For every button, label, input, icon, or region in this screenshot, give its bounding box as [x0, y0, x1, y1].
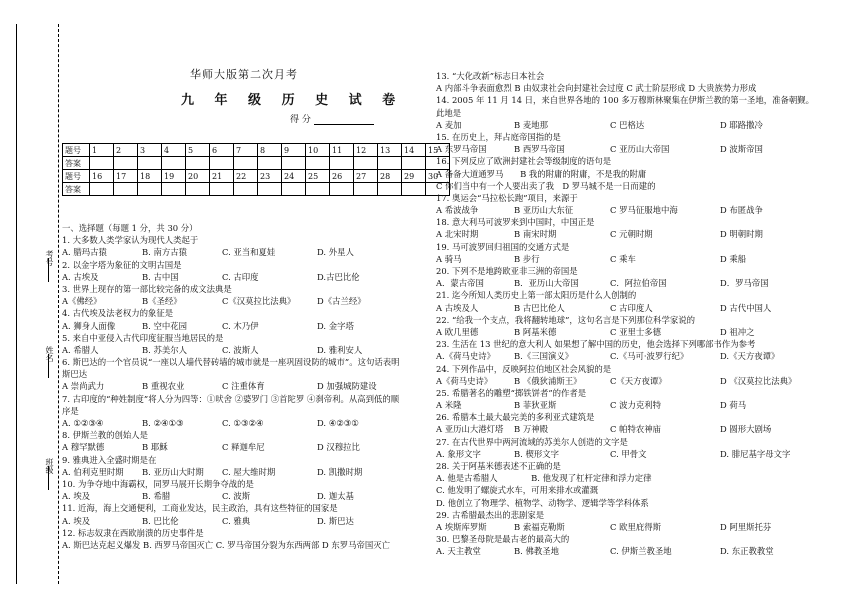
answer-cell[interactable] — [354, 183, 378, 196]
question-line: 序是 — [62, 405, 79, 416]
question-line: 26. 希腊本土最大最完美的多利亚式建筑是 — [436, 412, 595, 423]
exam-title: 华师大版第二次月考 — [190, 68, 298, 81]
answer-option: D.古巴比伦 — [317, 271, 360, 282]
answer-option: C 巴格达 — [610, 119, 645, 130]
question-line: 28. 关于阿基米德表述不正确的是 — [436, 461, 561, 471]
table-cell: 7 — [234, 144, 258, 157]
answer-option: A．蒙古帝国 — [436, 278, 484, 289]
answer-cell[interactable] — [114, 183, 138, 196]
answer-option: B. 佛教圣地 — [514, 546, 559, 557]
option-row — [62, 320, 432, 332]
answer-option: C.《马可·波罗行纪》 — [610, 351, 689, 362]
answer-option: D. 金字塔 — [317, 320, 354, 331]
table-header-cell: 题号 — [63, 170, 90, 183]
answer-option: A. ①②③④ — [62, 418, 104, 428]
question-line: A. 斯巴达克起义爆发 B. 西罗马帝国灭亡 C. 罗马帝国分裂为东西两部 D 东罗马帝国灭亡 — [62, 539, 391, 550]
answer-option: C 元朝时期 — [610, 229, 653, 240]
answer-option: D 加强城防建设 — [317, 381, 377, 392]
table-cell: 17 — [114, 170, 138, 183]
answer-option: A《佛经》 — [62, 296, 102, 307]
answer-option: B 重视农业 — [142, 381, 185, 392]
table-cell: 26 — [330, 170, 354, 183]
answer-option: A. 埃及 — [62, 515, 91, 526]
answer-option: C. 木乃伊 — [222, 320, 259, 331]
answer-option: D.《天方夜谭》 — [720, 351, 780, 362]
answer-option: C．阿拉伯帝国 — [610, 278, 667, 289]
option-row — [62, 466, 432, 478]
answer-option: C《天方夜谭》 — [610, 375, 667, 386]
class-label: 班级 — [45, 458, 54, 474]
answer-option: B 索福克勒斯 — [514, 521, 565, 532]
option-row — [62, 271, 432, 283]
table-row — [63, 144, 450, 157]
answer-cell[interactable] — [402, 183, 426, 196]
score-label: 得 分 — [290, 115, 311, 125]
answer-option: D 古代中国人 — [720, 302, 772, 313]
answer-option: B 《俄狄浦斯王》 — [514, 375, 582, 386]
answer-option: D 明朝时期 — [720, 229, 763, 240]
answer-cell[interactable] — [330, 157, 354, 170]
answer-option: B. 楔形文字 — [514, 448, 559, 459]
option-row — [436, 119, 851, 131]
answer-cell[interactable] — [354, 157, 378, 170]
answer-option: B 南宋时期 — [514, 229, 557, 240]
answer-option: C 亚历山大帝国 — [610, 144, 670, 155]
question-line: 4. 古代埃及法老权力的象征是 — [62, 308, 174, 319]
answer-cell[interactable] — [402, 157, 426, 170]
answer-option: A 欧几里德 — [436, 326, 479, 337]
table-cell: 8 — [258, 144, 282, 157]
question-line: 24. 下列作品中，反映阿拉伯地区社会风貌的是 — [436, 363, 612, 374]
question-line: 7. 古印度的“种姓制度”将人分为四等：①吠舍 ②婆罗门 ③首陀罗 ④刹帝利。从高到低的顺 — [62, 393, 400, 404]
question-line: 2. 以金字塔为象征的文明古国是 — [62, 259, 182, 270]
questions-right-column — [436, 70, 851, 558]
exam-subtitle: 九 年 级 历 史 试 卷 — [181, 93, 404, 108]
question-line: 8. 伊斯兰教的创始人是 — [62, 430, 149, 441]
answer-option: D 圆形大剧场 — [720, 424, 772, 435]
question-line: 15. 在历史上，拜占庭帝国指的是 — [436, 131, 561, 142]
answer-option: A《荷马史诗》 — [436, 375, 493, 386]
answer-option: B 亚历山大东征 — [514, 205, 574, 216]
answer-option: A 北宋时期 — [436, 229, 479, 240]
answer-option: D. 斯巴达 — [317, 515, 354, 526]
answer-option: C 亚里士多德 — [610, 326, 661, 337]
answer-cell[interactable] — [210, 157, 234, 170]
answer-table — [62, 143, 450, 196]
option-row — [62, 441, 432, 453]
table-row — [63, 183, 450, 196]
answer-option: C 释迦牟尼 — [222, 442, 265, 453]
answer-option: B 万神殿 — [514, 424, 548, 435]
question-line: 10. 为争夺地中海霸权，同罗马展开长期争夺战的是 — [62, 478, 254, 489]
answer-option: A 希波战争 — [436, 205, 479, 216]
answer-option: B. 亚历山大时期 — [142, 466, 204, 477]
option-row — [62, 246, 432, 258]
option-row — [436, 277, 851, 289]
table-cell: 18 — [138, 170, 162, 183]
answer-option: D. 东正教教堂 — [720, 546, 774, 557]
answer-option: C 注重体育 — [222, 381, 265, 392]
option-row — [436, 143, 851, 155]
answer-option: D. ④②③① — [317, 418, 359, 428]
table-cell: 10 — [306, 144, 330, 157]
answer-option: B. 空中花园 — [142, 320, 187, 331]
answer-option: A 米隆 — [436, 400, 462, 411]
option-row — [436, 302, 851, 314]
table-cell: 27 — [354, 170, 378, 183]
answer-option: D．罗马帝国 — [720, 278, 769, 289]
answer-option: A 骑马 — [436, 253, 462, 264]
option-row — [436, 204, 851, 216]
option-row — [62, 295, 432, 307]
question-line: A 备备大道通罗马 B 我的附庸的附庸，不是我的附庸 — [436, 168, 647, 179]
binding-cut-line — [58, 24, 59, 584]
answer-option: A 古埃及人 — [436, 302, 479, 313]
answer-option: D. 雅利安人 — [317, 344, 363, 355]
answer-option: B. ②④①③ — [142, 418, 184, 428]
table-cell: 25 — [306, 170, 330, 183]
answer-cell[interactable] — [378, 157, 402, 170]
question-line: 21. 迄今所知人类历史上第一部太阳历是什么人创制的 — [436, 290, 637, 301]
answer-option: A. 埃及 — [62, 491, 91, 502]
question-line: 1. 大多数人类学家认为现代人类起于 — [62, 235, 199, 246]
question-line: 12. 标志奴隶在西欧崩溃的历史事件是 — [62, 527, 204, 538]
name-label: 姓名 — [45, 346, 54, 362]
question-line: 斯巴达 — [62, 369, 88, 380]
answer-cell[interactable] — [186, 183, 210, 196]
answer-option: D. 迦太基 — [317, 491, 354, 502]
table-cell: 14 — [402, 144, 426, 157]
answer-option: B 西罗马帝国 — [514, 144, 565, 155]
answer-cell[interactable] — [186, 157, 210, 170]
option-row — [436, 423, 851, 435]
table-cell: 28 — [378, 170, 402, 183]
option-row — [436, 399, 851, 411]
question-line: 23. 生活在 13 世纪的意大利人 如果想了解中国的历史，他会选择下列哪部书作为参考 — [436, 339, 756, 350]
table-cell: 4 — [162, 144, 186, 157]
answer-option: A. 腊玛古猿 — [62, 247, 107, 258]
answer-cell[interactable] — [306, 157, 330, 170]
table-cell: 5 — [186, 144, 210, 157]
table-cell: 13 — [378, 144, 402, 157]
answer-option: C 古印度人 — [610, 302, 653, 313]
answer-option: D 乘船 — [720, 253, 747, 264]
option-row — [436, 228, 851, 240]
answer-option: D. 腓尼基字母文字 — [720, 448, 791, 459]
question-line: 29. 古希腊最杰出的悲剧家是 — [436, 509, 545, 520]
answer-option: A 穆罕默德 — [62, 442, 105, 453]
question-line: 此地是 — [436, 107, 462, 118]
option-row — [436, 253, 851, 265]
option-row — [436, 350, 851, 362]
answer-option: C. 波斯 — [222, 491, 251, 502]
answer-option: D 祖冲之 — [720, 326, 755, 337]
answer-option: B 耶稣 — [142, 442, 168, 453]
answer-option: A. 狮身人面像 — [62, 320, 116, 331]
answer-option: C 欧里庇得斯 — [610, 521, 661, 532]
answer-option: A. 象形文字 — [436, 448, 481, 459]
answer-cell[interactable] — [90, 183, 114, 196]
table-cell: 12 — [354, 144, 378, 157]
answer-option: C 波力克利特 — [610, 400, 661, 411]
question-line: 18. 意大利马可波罗来到中国时，中国正是 — [436, 217, 595, 228]
table-cell: 21 — [210, 170, 234, 183]
answer-option: B. 希腊 — [142, 491, 171, 502]
table-header-cell: 答案 — [63, 183, 90, 196]
score-field — [290, 112, 374, 125]
answer-option: A 东罗马帝国 — [436, 144, 487, 155]
question-line: 27. 在古代世界中两河流域的苏美尔人创造的文字是 — [436, 436, 628, 447]
answer-option: A 亚历山大港灯塔 — [436, 424, 504, 435]
question-line: 一、选择题（每题 1 分，共 30 分） — [62, 223, 198, 233]
table-cell: 15 — [426, 144, 450, 157]
answer-cell[interactable] — [258, 183, 282, 196]
answer-option: D 汉穆拉比 — [317, 442, 360, 453]
table-cell: 19 — [162, 170, 186, 183]
table-cell: 3 — [138, 144, 162, 157]
answer-cell[interactable] — [234, 183, 258, 196]
table-cell: 2 — [114, 144, 138, 157]
question-line: C. 他发明了螺旋式水车，可用来排水或灌溉 — [436, 485, 599, 496]
answer-cell[interactable] — [114, 157, 138, 170]
answer-option: C. 伊斯兰教圣地 — [610, 546, 672, 557]
question-line: 17. 奥运会“马拉松长跑”项目，来源于 — [436, 192, 578, 203]
table-row — [63, 157, 450, 170]
question-line: A. 他是古希腊人 B. 他发现了杠杆定律和浮力定律 — [436, 473, 652, 484]
answer-option: C 帕特农神庙 — [610, 424, 661, 435]
answer-option: C. 屋大维时期 — [222, 466, 276, 477]
answer-option: B. 苏美尔人 — [142, 344, 187, 355]
question-line: 19. 马可波罗回归祖国的交通方式是 — [436, 241, 570, 252]
question-line: 9. 雅典进入全盛时期是在 — [62, 454, 157, 465]
question-line: 13. “大化改新”标志日本社会 — [436, 71, 545, 81]
answer-cell[interactable] — [306, 183, 330, 196]
answer-option: A. 希腊人 — [62, 344, 99, 355]
answer-option: B 步行 — [514, 253, 540, 264]
answer-option: B《圣经》 — [142, 296, 182, 307]
answer-option: D 耶路撒冷 — [720, 119, 763, 130]
answer-cell[interactable] — [162, 183, 186, 196]
question-line: 5. 来自中亚侵入古代印度征服当地居民的是 — [62, 332, 224, 343]
answer-option: D. 外星人 — [317, 247, 354, 258]
answer-cell[interactable] — [282, 157, 306, 170]
option-row — [62, 515, 432, 527]
table-cell: 23 — [258, 170, 282, 183]
answer-option: A.《荷马史诗》 — [436, 351, 495, 362]
answer-option: C. 古印度 — [222, 271, 259, 282]
answer-option: C. 雅典 — [222, 515, 251, 526]
exam-number-label: 考号 — [45, 250, 54, 266]
question-line: D. 他创立了物理学、植物学、动物学、逻辑学等学科体系 — [436, 497, 649, 508]
answer-option: C. 波斯人 — [222, 344, 259, 355]
answer-option: D 荷马 — [720, 400, 747, 411]
answer-option: A. 天主教堂 — [436, 546, 481, 557]
option-row — [62, 380, 432, 392]
question-line: C 你们当中有一个人要出卖了我 D 罗马城不是一日而建的 — [436, 180, 656, 191]
answer-option: B. 巴比伦 — [142, 515, 179, 526]
table-header-cell: 答案 — [63, 157, 90, 170]
answer-cell[interactable] — [90, 157, 114, 170]
table-cell: 9 — [282, 144, 306, 157]
answer-option: B 阿基米德 — [514, 326, 557, 337]
question-line: 25. 希腊著名的雕塑“掷铁饼者”的作者是 — [436, 387, 587, 398]
answer-option: C 乘车 — [610, 253, 636, 264]
answer-option: A 麦加 — [436, 119, 462, 130]
question-line: 6. 斯巴达的一个官员说“一座以人墙代替砖墙的城市就是一座巩固设防的城市”。这句话表明 — [62, 357, 400, 368]
answer-option: B 麦地那 — [514, 119, 548, 130]
questions-left-column — [62, 222, 432, 551]
table-cell: 16 — [90, 170, 114, 183]
answer-option: D 布匿战争 — [720, 205, 763, 216]
question-line: A 内部斗争表面愈烈 B 由奴隶社会向封建社会过度 C 武士阶层形成 D 大贵族势力形成 — [436, 83, 757, 94]
answer-cell[interactable] — [138, 183, 162, 196]
table-cell: 1 — [90, 144, 114, 157]
answer-option: C《汉莫拉比法典》 — [222, 296, 296, 307]
answer-cell[interactable] — [258, 157, 282, 170]
answer-option: A 埃斯库罗斯 — [436, 521, 487, 532]
option-row — [62, 490, 432, 502]
answer-option: B．亚历山大帝国 — [514, 278, 579, 289]
answer-cell[interactable] — [162, 157, 186, 170]
answer-cell[interactable] — [138, 157, 162, 170]
answer-option: C. 甲骨文 — [610, 448, 647, 459]
answer-option: B.《三国演义》 — [514, 351, 574, 362]
answer-option: C. ①③②④ — [222, 418, 264, 428]
option-row — [436, 521, 851, 533]
answer-cell[interactable] — [378, 183, 402, 196]
option-row — [436, 375, 851, 387]
answer-option: D《古兰经》 — [317, 296, 366, 307]
option-row — [436, 545, 851, 557]
table-cell: 29 — [402, 170, 426, 183]
answer-option: D 阿里斯托芬 — [720, 521, 772, 532]
answer-option: A. 古埃及 — [62, 271, 99, 282]
option-row — [62, 344, 432, 356]
question-line: 11. 近海，海上交通便利，工商业发达，民主政治，具有这些特征的国家是 — [62, 503, 338, 514]
option-row — [436, 326, 851, 338]
question-line: 16. 下列反应了欧洲封建社会等级制度的语句是 — [436, 156, 612, 167]
table-cell: 11 — [330, 144, 354, 157]
table-cell: 30 — [426, 170, 450, 183]
answer-cell[interactable] — [282, 183, 306, 196]
question-line: 3. 世界上现存的第一部比较完备的成文法典是 — [62, 283, 232, 294]
answer-cell[interactable] — [234, 157, 258, 170]
answer-option: B. 古中国 — [142, 271, 179, 282]
answer-option: A 崇尚武力 — [62, 381, 105, 392]
question-line: 30. 巴黎圣母院是最古老的最高大的 — [436, 534, 570, 545]
table-cell: 20 — [186, 170, 210, 183]
table-row — [63, 170, 450, 183]
answer-option: C 罗马征服地中海 — [610, 205, 678, 216]
table-header-cell: 题号 — [63, 144, 90, 157]
table-cell: 24 — [282, 170, 306, 183]
answer-cell[interactable] — [210, 183, 234, 196]
option-row — [436, 448, 851, 460]
question-line: 22. “给我一个支点，我将翻转地球”，这句名言是下列那位科学家说的 — [436, 314, 696, 325]
answer-option: B 菲狄亚斯 — [514, 400, 557, 411]
table-cell: 6 — [210, 144, 234, 157]
answer-option: D 波斯帝国 — [720, 144, 763, 155]
question-line: 14. 2005 年 11 月 14 日，来自世界各地的 100 多万穆斯林聚集在伊斯兰教的第一圣地，准备朝觐。 — [436, 95, 814, 106]
answer-option: D. 凯撒时期 — [317, 466, 363, 477]
answer-option: A. 伯利克里时期 — [62, 466, 124, 477]
question-line: 20. 下列不是地跨欧亚非三洲的帝国是 — [436, 266, 578, 276]
answer-option: B. 南方古猿 — [142, 247, 187, 258]
answer-option: B 古巴比伦人 — [514, 302, 565, 313]
answer-option: C. 亚当和夏娃 — [222, 247, 276, 258]
score-blank[interactable] — [314, 115, 374, 125]
table-cell: 22 — [234, 170, 258, 183]
binding-strip — [16, 24, 43, 584]
option-row — [62, 417, 432, 429]
answer-cell[interactable] — [330, 183, 354, 196]
answer-option: D 《汉莫拉比法典》 — [720, 375, 797, 386]
